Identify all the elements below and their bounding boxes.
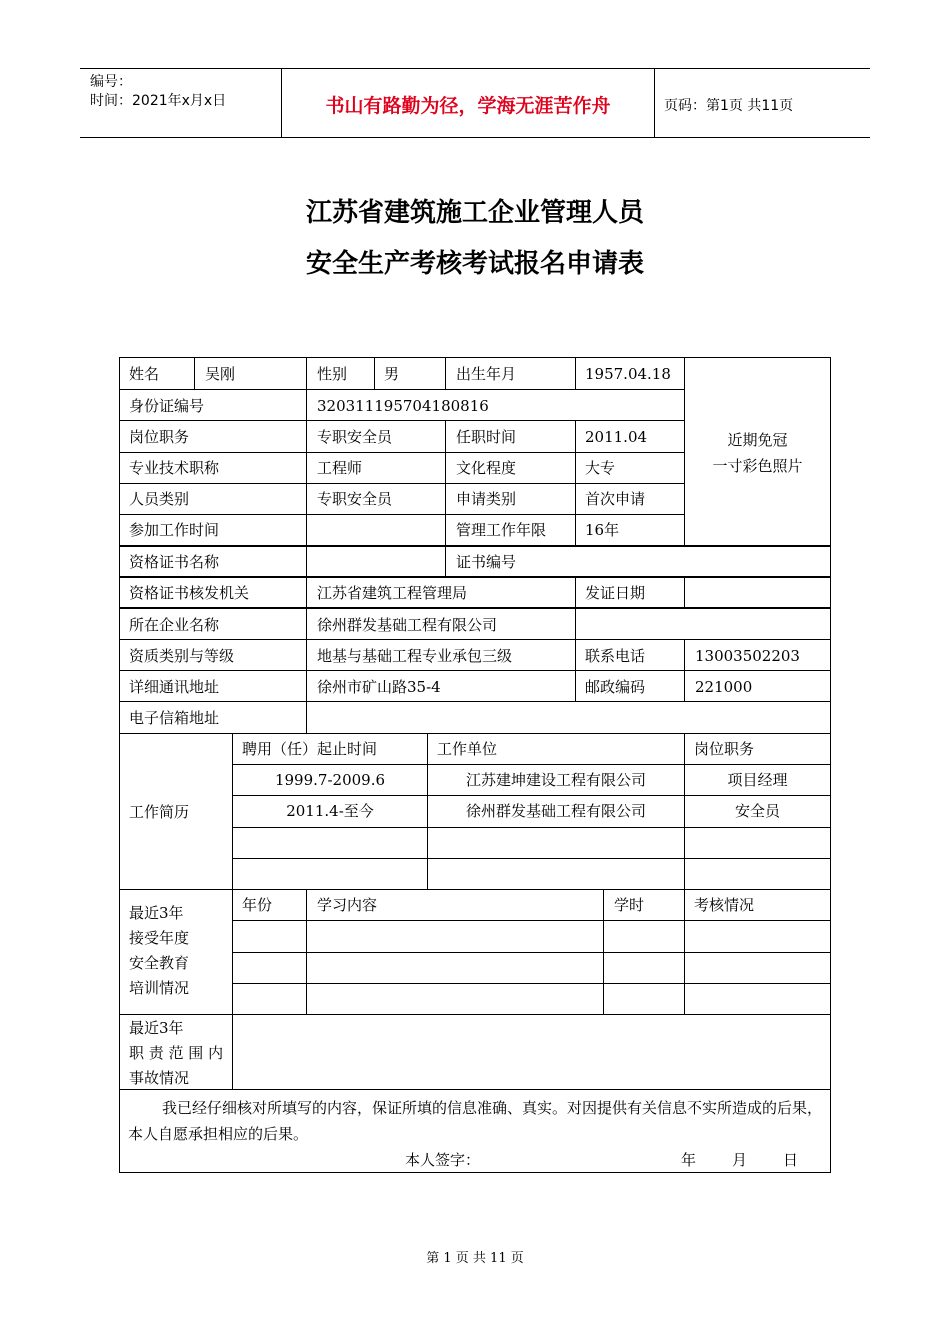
table-rule bbox=[194, 357, 195, 389]
history-section-label: 工作简历 bbox=[129, 803, 190, 821]
table-rule bbox=[119, 733, 831, 734]
company-label: 所在企业名称 bbox=[129, 616, 220, 634]
birth-value: 1957.04.18 bbox=[585, 365, 671, 383]
table-rule-bold bbox=[119, 607, 831, 609]
training-section-label bbox=[129, 901, 224, 1001]
apply-type-label: 申请类别 bbox=[456, 490, 517, 508]
history-period: 1999.7-2009.6 bbox=[274, 771, 386, 789]
post-label: 岗位职务 bbox=[129, 428, 190, 446]
table-rule bbox=[684, 357, 685, 545]
name-value: 吴刚 bbox=[205, 365, 236, 383]
accident-label-line: 最近3年 bbox=[129, 1019, 184, 1037]
table-rule bbox=[445, 420, 446, 577]
header-page-info: 页码：第1页 共11页 bbox=[664, 98, 794, 114]
table-rule bbox=[232, 858, 831, 859]
history-post: 项目经理 bbox=[727, 771, 788, 789]
table-rule-bold bbox=[119, 576, 831, 578]
work-start-label: 参加工作时间 bbox=[129, 521, 220, 539]
phone-value: 13003502203 bbox=[695, 647, 800, 665]
zip-label: 邮政编码 bbox=[585, 678, 646, 696]
email-label: 电子信箱地址 bbox=[129, 709, 220, 727]
doc-number-label: 编号： bbox=[90, 74, 132, 90]
table-rule bbox=[119, 670, 831, 671]
page-header bbox=[80, 68, 870, 138]
table-rule bbox=[119, 483, 684, 484]
apply-type-value: 首次申请 bbox=[585, 490, 646, 508]
header-motto: 书山有路勤为径，学海无涯苦作舟 bbox=[325, 95, 611, 117]
address-value: 徐州市矿山路35-4 bbox=[317, 678, 441, 696]
application-form bbox=[119, 357, 831, 1173]
training-label-line: 接受年度 bbox=[129, 929, 190, 947]
history-unit: 江苏建坤建设工程有限公司 bbox=[465, 771, 646, 789]
table-rule bbox=[232, 764, 831, 765]
training-label-line: 安全教育 bbox=[129, 954, 190, 972]
history-unit: 徐州群发基础工程有限公司 bbox=[465, 802, 646, 820]
signature-day: 日 bbox=[783, 1151, 799, 1169]
table-rule bbox=[684, 576, 685, 608]
doc-title-line1: 江苏省建筑施工企业管理人员 bbox=[305, 198, 644, 228]
accident-label-line: 职 责 范 围 内 bbox=[129, 1044, 224, 1062]
header-meta bbox=[90, 73, 226, 111]
birth-label: 出生年月 bbox=[456, 365, 517, 383]
training-header-assessment: 考核情况 bbox=[694, 896, 755, 914]
table-rule bbox=[684, 889, 685, 1014]
training-label-line: 培训情况 bbox=[129, 979, 190, 997]
table-border bbox=[830, 357, 831, 1173]
signature-label: 本人签字： bbox=[405, 1151, 481, 1169]
cert-org-label: 资格证书核发机关 bbox=[129, 584, 250, 602]
training-header-hours: 学时 bbox=[614, 896, 645, 914]
post-value: 专职安全员 bbox=[317, 428, 393, 446]
cert-date-label: 发证日期 bbox=[585, 584, 646, 602]
table-rule bbox=[445, 357, 446, 389]
history-post: 安全员 bbox=[734, 802, 780, 820]
history-period: 2011.4-至今 bbox=[286, 802, 374, 820]
table-rule bbox=[575, 420, 576, 545]
accident-section-label bbox=[129, 1016, 229, 1091]
doc-time-label: 时间：2021年x月x日 bbox=[90, 93, 227, 109]
header-divider bbox=[654, 69, 655, 137]
history-header-unit: 工作单位 bbox=[437, 740, 498, 758]
table-rule bbox=[119, 889, 831, 890]
training-label-line: 最近3年 bbox=[129, 904, 184, 922]
qualification-label: 资质类别与等级 bbox=[129, 647, 235, 665]
signature-month: 月 bbox=[732, 1151, 748, 1169]
gender-value: 男 bbox=[384, 365, 400, 383]
table-rule bbox=[306, 357, 307, 733]
table-rule bbox=[119, 420, 684, 421]
table-rule bbox=[232, 983, 831, 984]
table-rule bbox=[119, 701, 831, 702]
name-label: 姓名 bbox=[129, 365, 160, 383]
photo-placeholder-line2: 一寸彩色照片 bbox=[712, 457, 803, 475]
doc-title-line2: 安全生产考核考试报名申请表 bbox=[305, 249, 644, 279]
table-border bbox=[119, 1172, 831, 1173]
training-header-year: 年份 bbox=[242, 896, 273, 914]
tech-title-label: 专业技术职称 bbox=[129, 459, 220, 477]
address-label: 详细通讯地址 bbox=[129, 678, 220, 696]
signature-year: 年 bbox=[681, 1151, 697, 1169]
table-rule bbox=[119, 389, 684, 390]
table-rule bbox=[232, 827, 831, 828]
table-rule-bold bbox=[119, 545, 831, 547]
accident-label-line: 事故情况 bbox=[129, 1069, 190, 1087]
table-rule bbox=[575, 357, 576, 389]
table-rule bbox=[603, 889, 604, 1014]
photo-placeholder-line1: 近期免冠 bbox=[727, 431, 788, 449]
cert-org-value: 江苏省建筑工程管理局 bbox=[317, 584, 468, 602]
page-footer: 第 1 页 共 11 页 bbox=[426, 1251, 524, 1266]
category-value: 专职安全员 bbox=[317, 490, 393, 508]
id-label: 身份证编号 bbox=[129, 397, 205, 415]
table-rule bbox=[306, 889, 307, 1014]
mgmt-years-label: 管理工作年限 bbox=[456, 521, 547, 539]
table-rule bbox=[575, 576, 576, 702]
education-label: 文化程度 bbox=[456, 459, 517, 477]
tenure-label: 任职时间 bbox=[456, 428, 517, 446]
table-border bbox=[119, 357, 831, 358]
table-rule bbox=[119, 452, 684, 453]
phone-label: 联系电话 bbox=[585, 647, 646, 665]
table-rule bbox=[119, 1014, 831, 1015]
table-rule bbox=[232, 795, 831, 796]
table-rule bbox=[119, 514, 684, 515]
training-header-content: 学习内容 bbox=[317, 896, 378, 914]
tech-title-value: 工程师 bbox=[317, 459, 363, 477]
table-border bbox=[119, 357, 120, 1173]
cert-name-label: 资格证书名称 bbox=[129, 553, 220, 571]
gender-label: 性别 bbox=[317, 365, 348, 383]
zip-value: 221000 bbox=[695, 678, 753, 696]
table-rule bbox=[232, 920, 831, 921]
table-rule bbox=[119, 639, 831, 640]
history-header-period: 聘用（任）起止时间 bbox=[242, 740, 378, 758]
mgmt-years-value: 16年 bbox=[585, 521, 620, 539]
tenure-value: 2011.04 bbox=[585, 428, 648, 446]
id-value: 320311195704180816 bbox=[317, 397, 489, 415]
company-value: 徐州群发基础工程有限公司 bbox=[317, 616, 498, 634]
qualification-value: 地基与基础工程专业承包三级 bbox=[317, 647, 513, 665]
cert-no-label: 证书编号 bbox=[456, 553, 517, 571]
table-rule bbox=[374, 357, 375, 389]
declaration-text: 我已经仔细核对所填写的内容，保证所填的信息准确、真实。对因提供有关信息不实所造成的后果，本人自愿承担相应的后果。 bbox=[128, 1099, 823, 1143]
history-header-post: 岗位职务 bbox=[694, 740, 755, 758]
table-rule bbox=[684, 639, 685, 702]
category-label: 人员类别 bbox=[129, 490, 190, 508]
education-value: 大专 bbox=[585, 459, 616, 477]
table-rule bbox=[232, 952, 831, 953]
